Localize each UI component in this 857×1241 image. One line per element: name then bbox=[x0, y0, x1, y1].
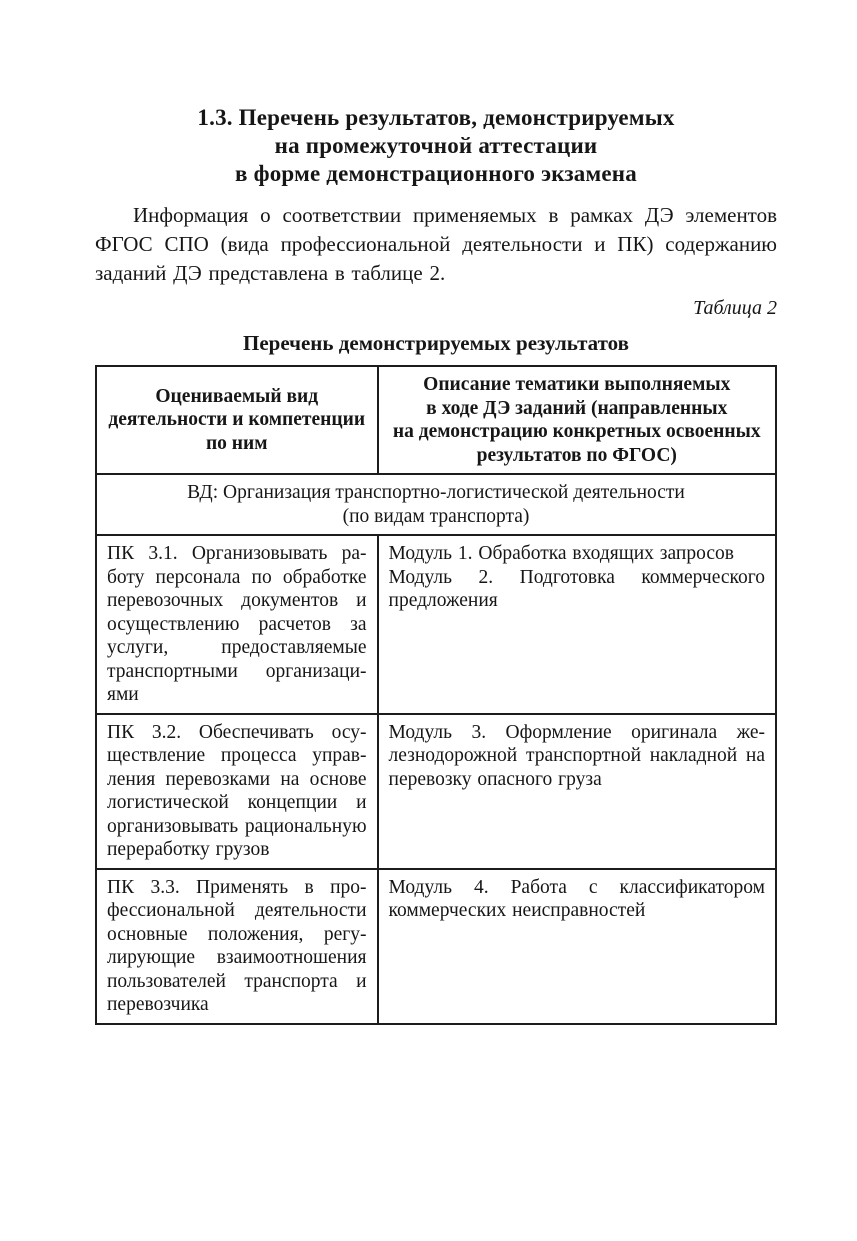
table-header-row bbox=[96, 366, 776, 474]
table-row bbox=[96, 714, 776, 869]
module-paragraph: Модуль 1. Обработка входящих запросов bbox=[388, 543, 734, 564]
header-cell-competency: Оцениваемый вид деятельности и компетенции по ним bbox=[96, 366, 378, 474]
vd-span-row bbox=[96, 474, 776, 535]
modules-cell bbox=[378, 714, 776, 869]
competency-cell: ПК 3.3. Применять в профессиональной деятельности основные положения, регулирующие взаимоотношения пользователей транспорта и перевозчика bbox=[96, 869, 378, 1024]
results-table bbox=[95, 365, 777, 1025]
modules-cell bbox=[378, 535, 776, 714]
module-paragraph: Модуль 2. Подготовка коммерческого предложения bbox=[388, 566, 765, 611]
modules-cell bbox=[378, 869, 776, 1024]
competency-cell: ПК 3.2. Обеспечивать осуществление процесса управления перевозками на основе логистической концепции и организовывать рациональную переработку грузов bbox=[96, 714, 378, 869]
header-cell-description: Описание тематики выполняемых в ходе ДЭ заданий (направленных на демонстрацию конкретных освоенных результатов по ФГОС) bbox=[378, 366, 776, 474]
intro-paragraph: Информация о соответствии применяемых в рамках ДЭ элементов ФГОС СПО (вида профессиональной деятельности и ПК) содержанию заданий ДЭ представлена в таблице 2. bbox=[95, 203, 777, 285]
table-row bbox=[96, 869, 776, 1024]
module-paragraph: Модуль 3. Оформление оригинала железнодорожной транспортной накладной на перевозку опасного груза bbox=[388, 721, 765, 790]
page-content bbox=[95, 0, 777, 1025]
module-paragraph: Модуль 4. Работа с классификатором коммерческих неисправностей bbox=[388, 876, 765, 921]
table-caption-label: Таблица 2 bbox=[693, 297, 777, 319]
vd-span-cell: ВД: Организация транспортно-логистической деятельности (по видам транспорта) bbox=[96, 474, 776, 535]
table-title: Перечень демонстрируемых результатов bbox=[243, 331, 629, 355]
table-row bbox=[96, 535, 776, 714]
competency-cell: ПК 3.1. Организовывать работу персонала по обработке перевозочных документов и осуществлению расчетов за услуги, предоставляемые транспортными организациями bbox=[96, 535, 378, 714]
section-heading: 1.3. Перечень результатов, демонстрируемых на промежуточной аттестации в форме демонстрационного экзамена bbox=[197, 105, 675, 186]
